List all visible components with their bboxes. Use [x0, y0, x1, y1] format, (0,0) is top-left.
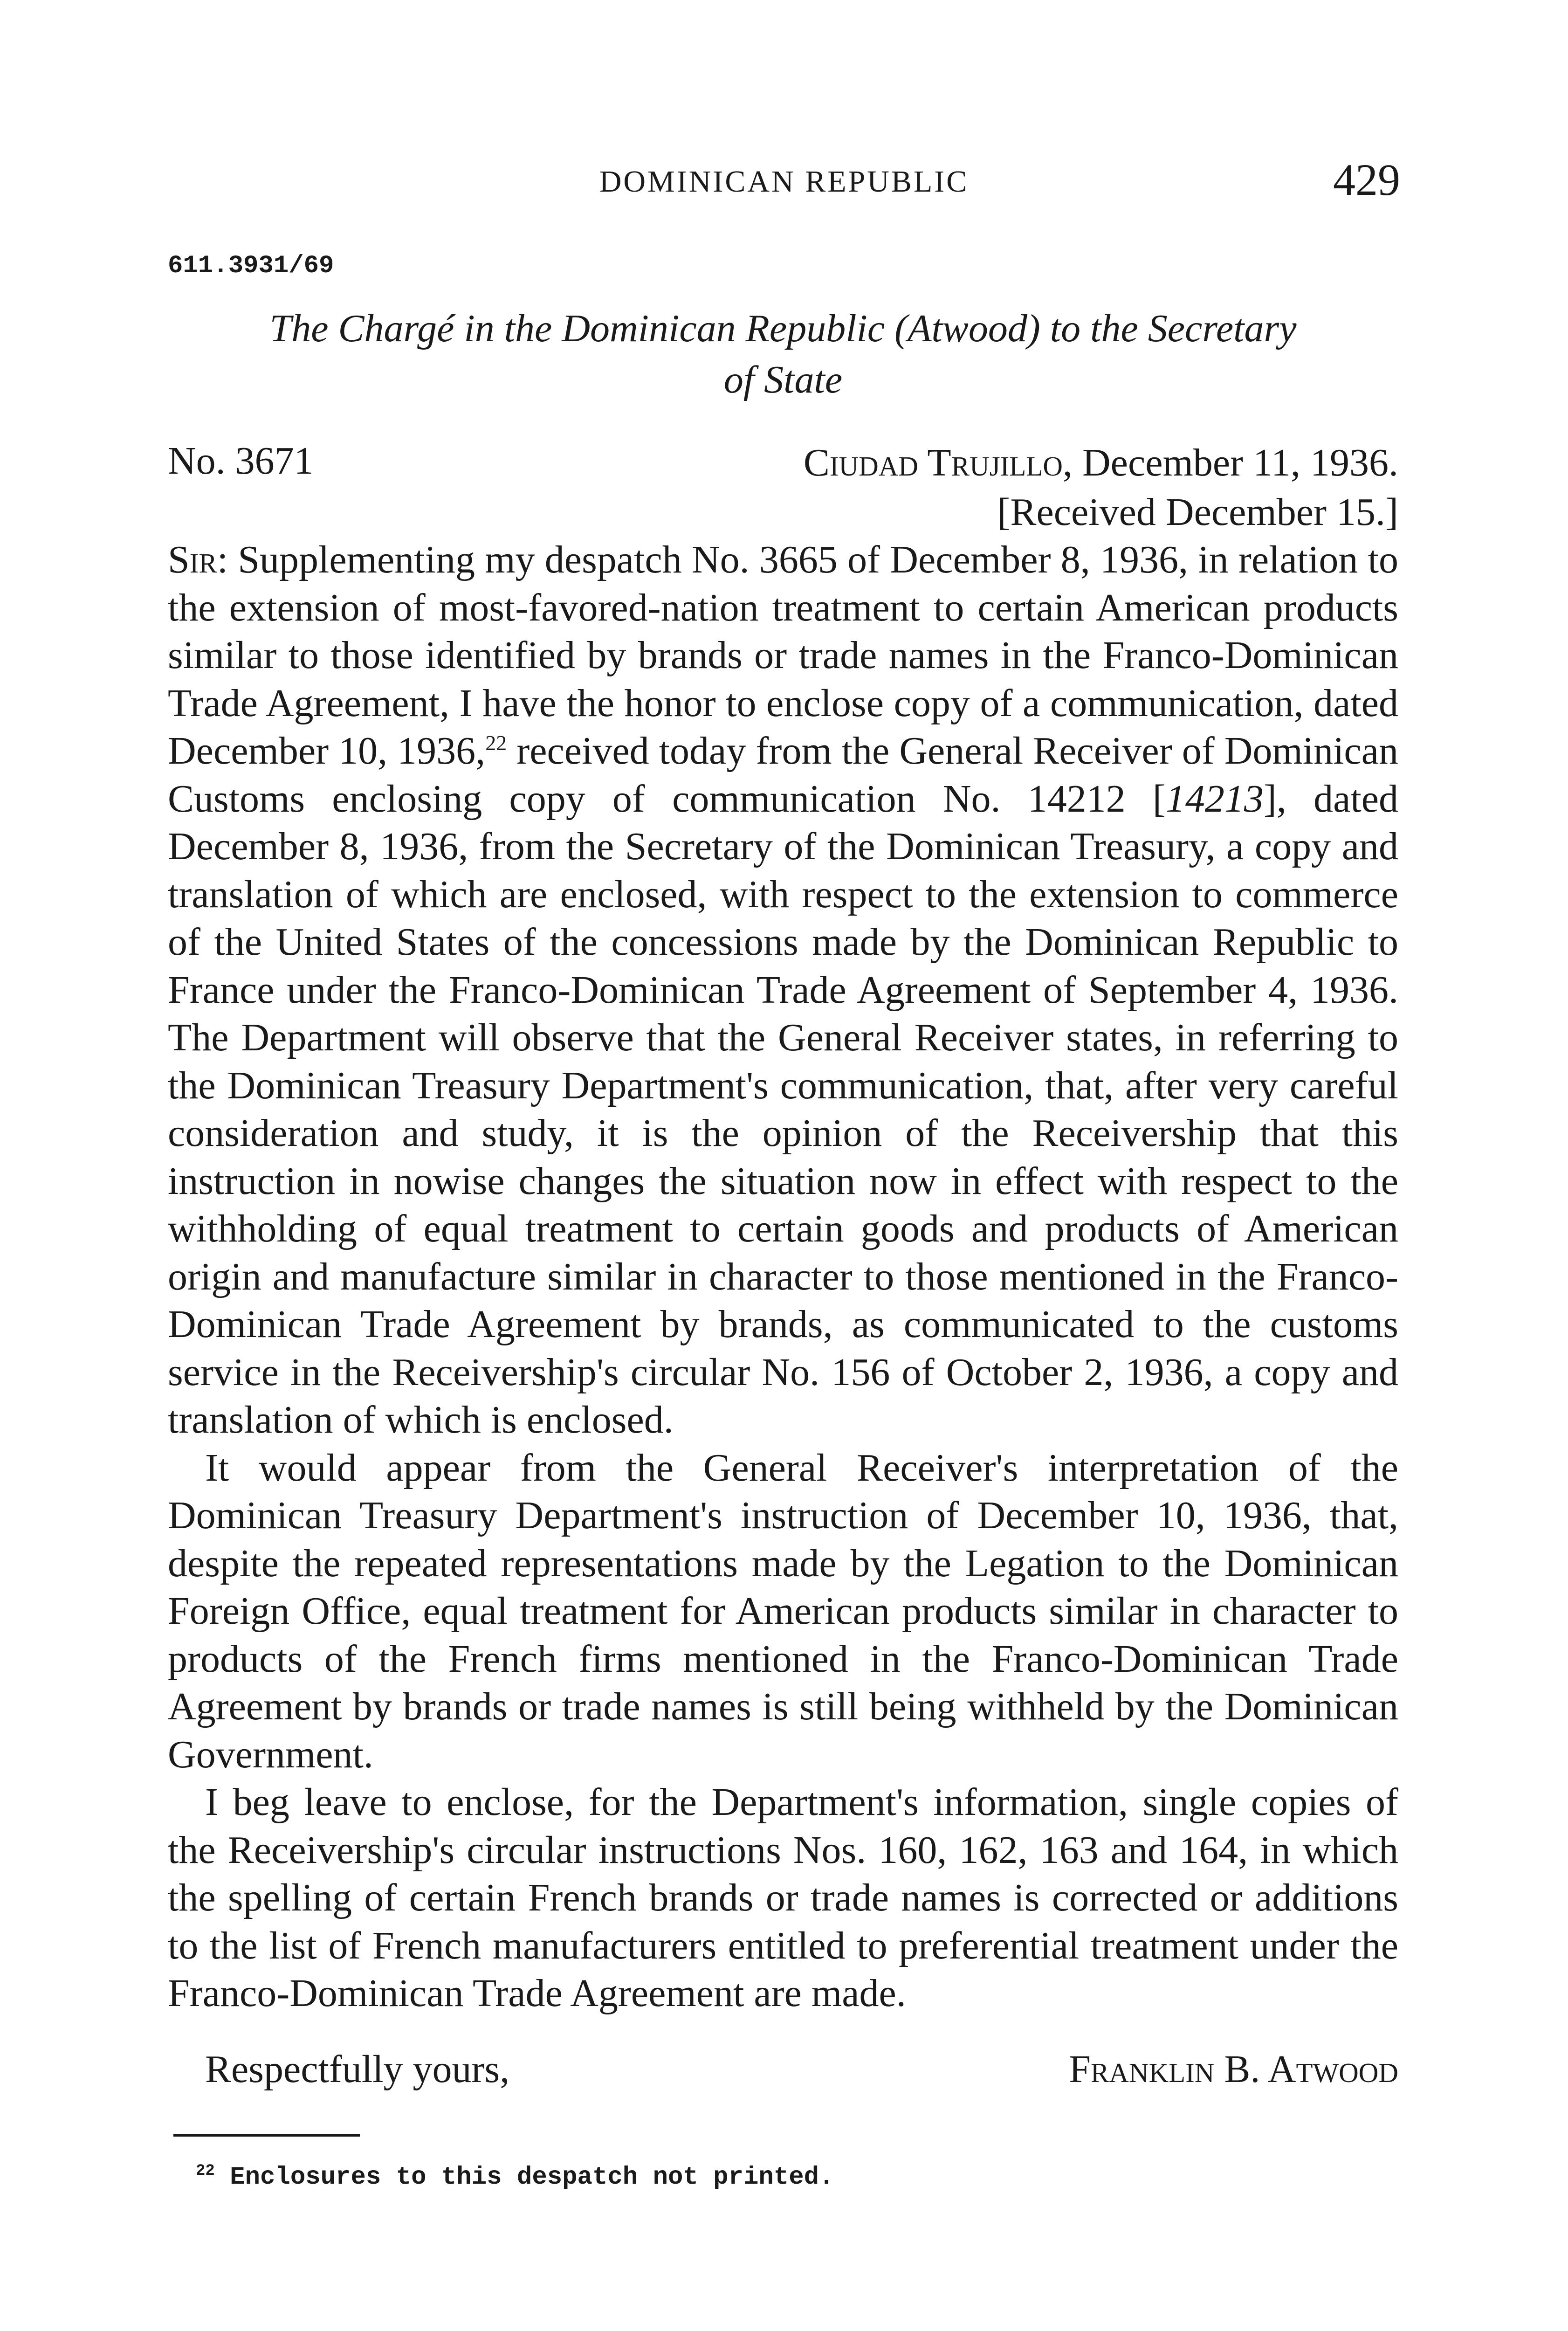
dateline-received: [Received December 15.] — [997, 490, 1398, 534]
footnote-text: Enclosures to this despatch not printed. — [214, 2163, 834, 2192]
signature: Franklin B. Atwood — [1069, 2048, 1398, 2091]
footnote — [196, 2163, 834, 2192]
running-head: DOMINICAN REPUBLIC — [599, 165, 969, 199]
paragraph-1-part-c: ], dated December 8, 1936, from the Secretary of the Dominican Treasury, a copy and translation of which are enclosed, with respect to the extension to commerce of the United States of the concessions made by the Dominican Republic to France under the Franco-Dominican Trade Agreement of September 4, 1936. The Department will observe that the General Receiver states, in referring to the Dominican Treasury Department's communication, that, after very careful consideration and study, it is the opinion of the Receivership that this instruction in nowise changes the situation now in effect with respect to the withholding of equal treatment to certain goods and products of American origin and manufacture similar in character to those mentioned in the Franco-Dominican Trade Agreement by brands, as communicated to the customs service in the Receivership's circular No. 156 of October 2, 1936, a copy and translation of which is enclosed. — [168, 777, 1398, 1441]
paragraph-2: It would appear from the General Receiver's interpretation of the Dominican Treasury Department's instruction of December 10, 1936, that, despite the repeated representations made by the Legation to the Dominican Foreign Office, equal treatment for American products similar in character to products of the French firms mentioned in the Franco-Dominican Trade Agreement by brands or trade names is still being withheld by the Dominican Government. — [168, 1446, 1398, 1776]
paragraph-3: I beg leave to enclose, for the Department's information, single copies of the Receivership's circular instructions Nos. 160, 162, 163 and 164, in which the spelling of certain French brands or trade names is corrected or additions to the list of French manufacturers entitled to preferential treatment under the Franco-Dominican Trade Agreement are made. — [168, 1780, 1398, 2015]
letter-body — [168, 536, 1398, 2018]
dateline — [804, 438, 1398, 537]
paragraph-1-part-b: received today from the General Receiver of Dominican Customs enclosing copy of communication No. 14212 [ — [168, 729, 1398, 821]
dateline-place-date — [804, 438, 1398, 488]
paragraph-1-part-a: : Supplementing my despatch No. 3665 of December 8, 1936, in relation to the extension of most-favored-nation treatment to certain American products similar to those identified by brands or trade names in the Franco-Dominican Trade Agreement, I have the honor to enclose copy of a communication, dated December 10, 1936, — [168, 538, 1398, 772]
despatch-number: No. 3671 — [168, 439, 314, 483]
footnote-reference: 22 — [485, 731, 507, 755]
page-number: 429 — [1333, 155, 1400, 205]
dateline-place: Ciudad Trujillo — [803, 441, 1063, 484]
footnote-marker: 22 — [196, 2162, 215, 2180]
file-number: 611.3931/69 — [168, 252, 334, 280]
document-heading — [168, 303, 1398, 406]
salutation: Sir — [168, 538, 217, 581]
editorial-correction: 14213 — [1165, 777, 1264, 821]
heading-line-1: The Chargé in the Dominican Republic (Atwood) to the Secretary — [269, 307, 1297, 350]
closing: Respectfully yours, — [205, 2048, 510, 2091]
paragraph-1 — [168, 536, 1398, 1444]
footnote-divider — [173, 2134, 360, 2137]
dateline-date: , December 11, 1936. — [1063, 441, 1398, 484]
heading-line-2: of State — [723, 358, 843, 401]
